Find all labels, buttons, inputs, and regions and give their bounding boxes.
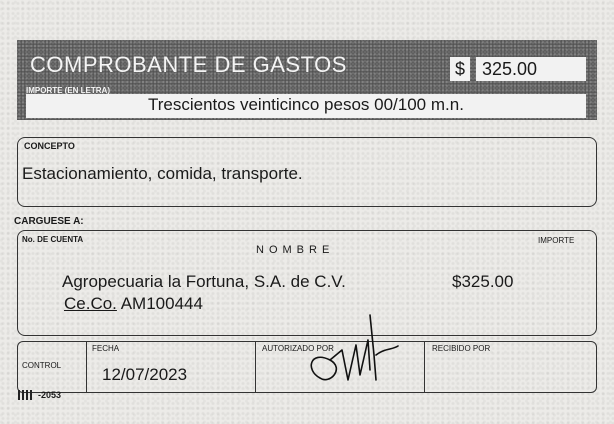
grid-divider: [255, 341, 256, 393]
autorizado-label: AUTORIZADO POR: [262, 344, 334, 353]
signature-icon: [290, 310, 400, 392]
fecha-value: 12/07/2023: [102, 365, 188, 384]
amount-label: IMPORTE: [538, 236, 575, 245]
concepto-text: Estacionamiento, comida, transporte.: [22, 164, 303, 183]
barcode-icon: [18, 390, 32, 400]
cost-center-prefix: Ce.Co.: [64, 294, 117, 313]
control-label: CONTROL: [22, 361, 62, 370]
amount-words-label: IMPORTE (EN LETRA): [26, 86, 110, 95]
fecha-label: FECHA: [92, 344, 120, 353]
amount-field: 325.00: [476, 57, 586, 81]
cost-center-value: AM100444: [120, 294, 203, 313]
cost-center: [64, 294, 203, 314]
name-label: NOMBRE: [256, 244, 335, 256]
account-no-label: No. DE CUENTA: [22, 235, 84, 244]
grid-divider: [424, 341, 425, 393]
cargue-label: CARGUESE A:: [14, 216, 84, 227]
receipt-title: COMPROBANTE DE GASTOS: [30, 52, 347, 77]
currency-symbol: $: [450, 57, 470, 81]
concepto-label: CONCEPTO: [24, 141, 75, 151]
recibido-label: RECIBIDO POR: [432, 344, 491, 353]
account-amount: $325.00: [452, 272, 514, 291]
grid-divider: [86, 341, 87, 393]
company-name: Agropecuaria la Fortuna, S.A. de C.V.: [62, 272, 346, 291]
amount-words-text: Trescientos veinticinco pesos 00/100 m.n.: [148, 95, 464, 114]
folio-number: -2053: [38, 390, 62, 400]
